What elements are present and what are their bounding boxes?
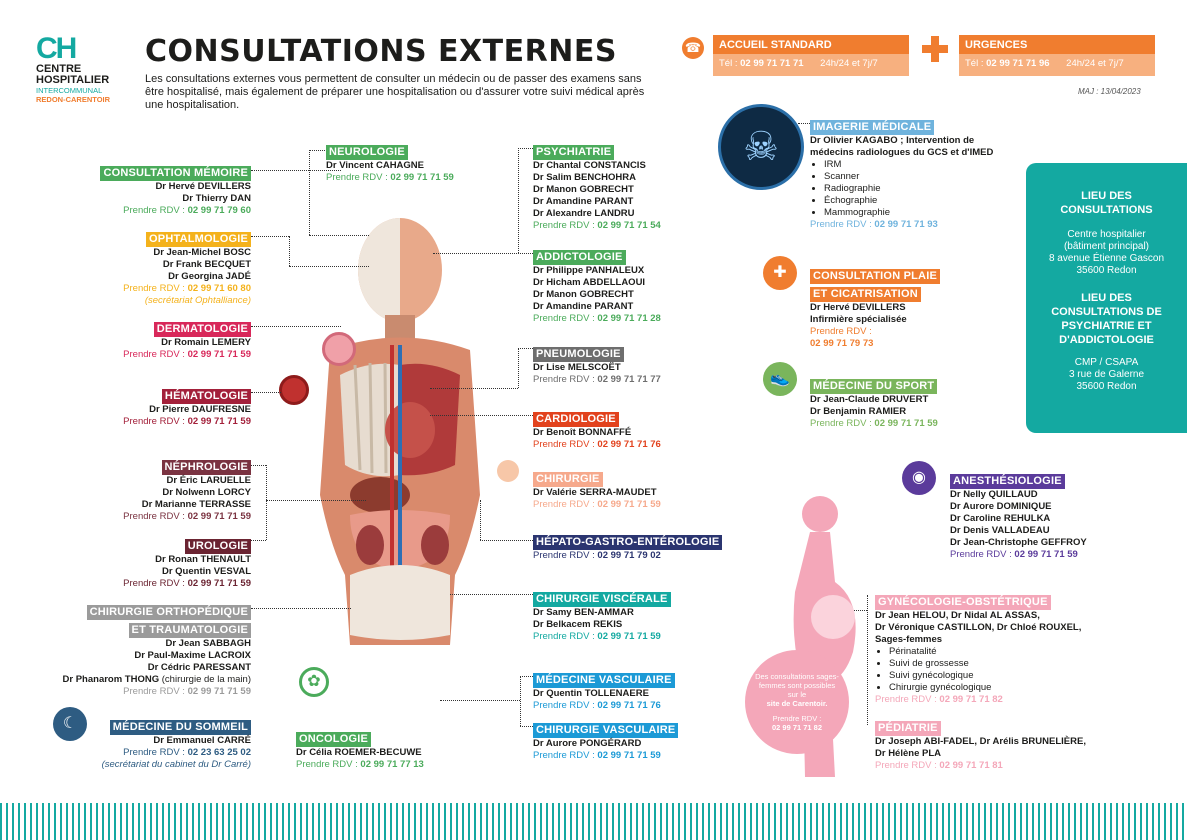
rdv-line (533, 631, 733, 643)
section-pedia (875, 718, 1115, 772)
doctor-name: Dr Alexandre LANDRU (533, 208, 635, 219)
section-hepato (533, 532, 743, 562)
section-uro (0, 536, 251, 590)
rdv-line (0, 747, 251, 759)
rdv-tel: 02 99 71 71 81 (939, 760, 1003, 771)
bandage-icon: ✚ (763, 256, 797, 290)
doctor-name: Dr Emmanuel CARRÉ (153, 735, 251, 746)
doctor-name: Dr Aurore PONGÉRARD (533, 738, 642, 749)
rdv-label: Prendre RDV : (810, 326, 872, 337)
accueil-tel-label: Tél : (719, 58, 738, 69)
doctor-name: Dr Belkacem REKIS (533, 619, 623, 630)
section-hemato (0, 386, 251, 428)
rdv-line (875, 694, 1105, 706)
rdv-label: Prendre RDV : (950, 549, 1012, 560)
ortho-title2: ET TRAUMATOLOGIE (129, 623, 251, 638)
rdv-tel: 02 23 63 25 02 (187, 747, 251, 758)
lieu-addr: 35600 Redon (1076, 265, 1137, 276)
section-dermato (0, 319, 251, 361)
rdv-label: Prendre RDV : (533, 439, 595, 450)
rdv-line (533, 220, 733, 232)
rdv-label: Prendre RDV : (533, 499, 595, 510)
section-gyneco (875, 592, 1105, 706)
rdv-line (0, 686, 251, 698)
rdv-line (533, 750, 733, 762)
rdv-tel: 02 99 71 77 13 (360, 759, 424, 770)
imagerie-list (810, 159, 1020, 219)
rdv-tel: 02 99 71 71 59 (187, 349, 251, 360)
onco-title: ONCOLOGIE (296, 732, 371, 747)
rdv-note: (secrétariat Ophtalliance) (144, 295, 251, 306)
doctor-name: Dr Éric LARUELLE (166, 475, 251, 486)
rdv-label: Prendre RDV : (875, 760, 937, 771)
anesth-title: ANESTHÉSIOLOGIE (950, 474, 1065, 489)
logo-line3: INTERCOMMUNAL (36, 86, 103, 95)
maj-date: MAJ : 13/04/2023 (1078, 87, 1141, 96)
rdv-tel: 02 99 71 60 80 (187, 283, 251, 294)
logo-line4: REDON-CARENTOIR (36, 95, 111, 104)
psy-title: PSYCHIATRIE (533, 145, 614, 160)
rdv-label: Prendre RDV : (296, 759, 358, 770)
lieu-addr: Centre hospitalier (1067, 229, 1146, 240)
list-item: • Échographie (824, 195, 1020, 207)
rdv-line (810, 338, 1010, 350)
section-chir (533, 469, 733, 511)
intro-text: Les consultations externes vous permettent de consulter un médecin ou de passer des examens sans être hospitalisé, mais également de préparer une hospitalisation ou d'assurer votre suivi médical après une hospitalisation. (145, 73, 645, 111)
accueil-tel: 02 99 71 71 71 (740, 58, 804, 69)
doctor-name: Dr Amandine PARANT (533, 301, 634, 312)
xray-icon: ☠ (718, 104, 804, 190)
gyneco-title: GYNÉCOLOGIE-OBSTÉTRIQUE (875, 595, 1051, 610)
list-item: • Périnatalité (889, 646, 1105, 658)
rdv-label: Prendre RDV : (533, 374, 595, 385)
rdv-label: Prendre RDV : (810, 418, 872, 429)
rdv-tel: 02 99 71 79 60 (187, 205, 251, 216)
rdv-line (533, 374, 733, 386)
doctor-name: Dr Romain LEMERY (161, 337, 251, 348)
sages-femmes-tel: 02 99 71 71 82 (771, 723, 823, 732)
rdv-tel: 02 99 71 71 59 (187, 511, 251, 522)
lieu-title2: LIEU DES CONSULTATIONS DE PSYCHIATRIE ET D'ADDICTOLOGIE (1051, 292, 1162, 346)
doctor-name: Dr Hervé DEVILLERS (155, 181, 251, 192)
rdv-tel: 02 99 71 71 59 (187, 578, 251, 589)
sages-femmes-text: Des consultations sages-femmes sont possibles sur le (755, 672, 839, 699)
doctor-name: Dr Chantal CONSTANCIS (533, 160, 646, 171)
chir-title: CHIRURGIE (533, 472, 603, 487)
rdv-label: Prendre RDV : (123, 578, 185, 589)
list-item: • Radiographie (824, 183, 1020, 195)
doctor-name: Dr Pierre DAUFRESNE (149, 404, 251, 415)
doctor-note: (chirurgie de la main) (161, 674, 251, 685)
doctor-name: Dr Jean HELOU, Dr Nidal AL ASSAS, (875, 610, 1040, 621)
rdv-label: Prendre RDV : (533, 550, 595, 561)
doctor-name: Dr Joseph ABI-FADEL, Dr Arélis BRUNELIÈRE, (875, 736, 1086, 747)
urgences-icon (922, 36, 948, 62)
surgery-hand-icon (497, 460, 519, 482)
section-ophtalmo (0, 229, 251, 307)
cardio-title: CARDIOLOGIE (533, 412, 619, 427)
rdv-tel: 02 99 71 71 77 (597, 374, 661, 385)
doctor-name: Dr Olivier KAGABO ; Intervention de médecins radiologues du GCS et d'IMED (810, 135, 994, 158)
rdv-line (810, 418, 1010, 430)
doctor-name: Dr Lise MELSCOËT (533, 362, 621, 373)
logo-mark: CH (36, 32, 76, 65)
rdv-line (533, 700, 733, 712)
section-cardio (533, 409, 733, 451)
rdv-tel: 02 99 71 71 82 (939, 694, 1003, 705)
sport-title: MÉDECINE DU SPORT (810, 379, 937, 394)
rdv-line (326, 172, 516, 184)
doctor-name: Dr Véronique CASTILLON, Dr Chloé ROUXEL, (875, 622, 1082, 633)
list-item: • IRM (824, 159, 1020, 171)
rdv-label: Prendre RDV : (123, 511, 185, 522)
memoire-title: CONSULTATION MÉMOIRE (100, 166, 251, 181)
doctor-name: Dr Nolwenn LORCY (162, 487, 251, 498)
doctor-name: Dr Paul-Maxime LACROIX (134, 650, 251, 661)
lieu-addr: 35600 Redon (1076, 381, 1137, 392)
rdv-label: Prendre RDV : (123, 416, 185, 427)
doctor-name: Dr Frank BECQUET (162, 259, 251, 270)
accueil-icon: ☎ (682, 37, 704, 59)
section-anesth (950, 471, 1170, 561)
doctor-name: Dr Caroline REHULKA (950, 513, 1051, 524)
brain-cell-icon (322, 332, 356, 366)
rdv-line (0, 283, 251, 295)
page-title: CONSULTATIONS EXTERNES (145, 34, 617, 69)
rdv-line (0, 511, 251, 523)
doctor-name: Dr Aurore DOMINIQUE (950, 501, 1052, 512)
doctor-name: Dr Vincent CAHAGNE (326, 160, 425, 171)
pneumo-title: PNEUMOLOGIE (533, 347, 624, 362)
list-item: • Scanner (824, 171, 1020, 183)
lieu-box (1026, 163, 1187, 433)
hepato-title: HÉPATO-GASTRO-ENTÉROLOGIE (533, 535, 722, 550)
chirvasc-title: CHIRURGIE VASCULAIRE (533, 723, 678, 738)
list-item: • Mammographie (824, 207, 1020, 219)
ophtalmo-title: OPHTALMOLOGIE (146, 232, 251, 247)
pedia-title: PÉDIATRIE (875, 721, 941, 736)
section-psy (533, 142, 733, 232)
rdv-label: Prendre RDV : (123, 686, 185, 697)
urgences-tel: 02 99 71 71 96 (986, 58, 1050, 69)
rdv-line (0, 205, 251, 217)
visc-title: CHIRURGIE VISCÉRALE (533, 592, 671, 607)
doctor-name: Dr Manon GOBRECHT (533, 184, 634, 195)
rdv-line (533, 499, 733, 511)
doctor-name: Dr Hervé DEVILLERS (810, 302, 906, 313)
rdv-label: Prendre RDV : (533, 750, 595, 761)
doctor-name: Dr Benjamin RAMIER (810, 406, 907, 417)
blood-cell-icon (279, 375, 309, 405)
rdv-note: (secrétariat du cabinet du Dr Carré) (101, 759, 251, 770)
rdv-label: Prendre RDV : (326, 172, 388, 183)
anatomy-illustration (300, 215, 500, 665)
urgences-tel-label: Tél : (965, 58, 984, 69)
doctor-name: Dr Jean SABBAGH (165, 638, 251, 649)
doctor-name: Infirmière spécialisée (810, 314, 907, 325)
section-memoire (0, 163, 251, 217)
accueil-tel-row (713, 54, 909, 76)
doctor-name: Dr Manon GOBRECHT (533, 289, 634, 300)
rdv-tel: 02 99 71 71 28 (597, 313, 661, 324)
doctor-name: Dr Hélène PLA (875, 748, 941, 759)
section-nephro (0, 457, 251, 523)
doctor-name: Dr Denis VALLADEAU (950, 525, 1050, 536)
medvasc-title: MÉDECINE VASCULAIRE (533, 673, 675, 688)
imagerie-title: IMAGERIE MÉDICALE (810, 120, 934, 135)
doctor-name: Dr Valérie SERRA-MAUDET (533, 487, 657, 498)
rdv-tel: 02 99 71 71 93 (874, 219, 938, 230)
hemato-title: HÉMATOLOGIE (162, 389, 251, 404)
urgences-title: URGENCES (959, 35, 1155, 54)
plaie-title2: ET CICATRISATION (810, 287, 921, 302)
logo-line2: HOSPITALIER (36, 74, 110, 86)
bottom-stripes (0, 803, 1187, 840)
rdv-label: Prendre RDV : (810, 219, 872, 230)
sommeil-title: MÉDECINE DU SOMMEIL (110, 720, 251, 735)
rdv-tel: 02 99 71 71 59 (874, 418, 938, 429)
section-neuro (326, 142, 516, 184)
doctor-name: Dr Jean-Michel BOSC (153, 247, 251, 258)
section-ortho (0, 602, 251, 698)
doctor-name: Dr Jean-Christophe GEFFROY (950, 537, 1087, 548)
section-medvasc (533, 670, 733, 712)
doctor-name: Dr Samy BEN-AMMAR (533, 607, 634, 618)
moon-icon: ☾ (53, 707, 87, 741)
rdv-line (950, 549, 1170, 561)
section-sommeil (0, 717, 251, 771)
rdv-tel: 02 99 71 79 73 (810, 338, 874, 349)
section-chirvasc (533, 720, 733, 762)
nephro-title: NÉPHROLOGIE (162, 460, 252, 475)
doctor-name: Dr Quentin TOLLENAERE (533, 688, 649, 699)
rdv-tel: 02 99 71 71 76 (597, 700, 661, 711)
doctor-name: Sages-femmes (875, 634, 943, 645)
rdv-line (296, 759, 496, 771)
lieu-addr: 8 avenue Étienne Gascon (1048, 253, 1165, 264)
logo (36, 34, 136, 104)
rdv-label: Prendre RDV : (533, 631, 595, 642)
lieu-title1: LIEU DES CONSULTATIONS (1060, 190, 1153, 216)
rdv-tel: 02 99 71 71 76 (597, 439, 661, 450)
doctor-name: Dr Quentin VESVAL (161, 566, 251, 577)
doctor-name: Dr Philippe PANHALEUX (533, 265, 645, 276)
rdv-tel: 02 99 71 79 02 (597, 550, 661, 561)
rdv-label: Prendre RDV : (875, 694, 937, 705)
doctor-name: Dr Phanarom THONG (62, 674, 160, 685)
accueil-box (713, 35, 909, 78)
doctor-line (0, 674, 251, 686)
doctor-name: Dr Hicham ABDELLAOUI (533, 277, 646, 288)
sport-shoe-icon: 👟 (763, 362, 797, 396)
logo-line1: CENTRE (36, 63, 82, 75)
rdv-tel: 02 99 71 71 59 (390, 172, 454, 183)
list-item: • Chirurgie gynécologique (889, 682, 1105, 694)
rdv-line (0, 349, 251, 361)
urgences-tel-row (959, 54, 1155, 76)
section-onco (296, 729, 496, 771)
rdv-label: Prendre RDV : (533, 220, 595, 231)
section-addicto (533, 247, 733, 325)
section-sport (810, 376, 1010, 430)
rdv-line (875, 760, 1115, 772)
rdv-tel: 02 99 71 71 59 (187, 686, 251, 697)
doctor-name: Dr Ronan THENAULT (155, 554, 251, 565)
rdv-line (533, 550, 743, 562)
rdv-tel: 02 99 71 71 54 (597, 220, 661, 231)
rdv-label: Prendre RDV : (533, 313, 595, 324)
accueil-title: ACCUEIL STANDARD (713, 35, 909, 54)
doctor-name: Dr Marianne TERRASSE (141, 499, 251, 510)
rdv-line (533, 313, 733, 325)
anesthesia-icon: ◉ (902, 461, 936, 495)
lieu-addr: CMP / CSAPA (1074, 357, 1139, 368)
uro-title: UROLOGIE (185, 539, 251, 554)
rdv-label: Prendre RDV : (123, 747, 185, 758)
doctor-name: Dr Amandine PARANT (533, 196, 634, 207)
rdv-tel: 02 99 71 71 59 (597, 499, 661, 510)
list-item: • Suivi de grossesse (889, 658, 1105, 670)
doctor-name: Dr Georgina JADÉ (168, 271, 251, 282)
sages-femmes-link[interactable]: site de Carentoir. (766, 699, 828, 708)
lieu-addr: (bâtiment principal) (1063, 241, 1150, 252)
addicto-title: ADDICTOLOGIE (533, 250, 626, 265)
doctor-name: Dr Benoît BONNAFFÉ (533, 427, 632, 438)
urgences-hours: 24h/24 et 7j/7 (1066, 58, 1124, 69)
rdv-line (0, 578, 251, 590)
doctor-name: Dr Cédric PARESSANT (147, 662, 251, 673)
rdv-tel: 02 99 71 71 59 (597, 750, 661, 761)
rdv-line (810, 219, 1020, 231)
doctor-name: Dr Jean-Claude DRUVERT (810, 394, 929, 405)
plaie-title1: CONSULTATION PLAIE (810, 269, 940, 284)
neuro-title: NEUROLOGIE (326, 145, 408, 160)
section-visc (533, 589, 733, 643)
ortho-title1: CHIRURGIE ORTHOPÉDIQUE (87, 605, 251, 620)
rdv-label: Prendre RDV : (533, 700, 595, 711)
rdv-line (533, 439, 733, 451)
doctor-name: Dr Thierry DAN (182, 193, 251, 204)
doctor-name: Dr Nelly QUILLAUD (950, 489, 1038, 500)
sages-femmes-bubble (745, 650, 849, 754)
accueil-hours: 24h/24 et 7j/7 (820, 58, 878, 69)
section-pneumo (533, 344, 733, 386)
rdv-label: Prendre RDV : (123, 349, 185, 360)
doctor-name: Dr Célia ROEMER-BECUWE (296, 747, 422, 758)
section-imagerie (810, 117, 1020, 231)
urgences-box (959, 35, 1155, 78)
rdv-tel: 02 99 71 71 59 (597, 631, 661, 642)
sages-femmes-rdv: Prendre RDV : (772, 714, 822, 723)
doctor-name: Dr Salim BENCHOHRA (533, 172, 636, 183)
rdv-line (0, 416, 251, 428)
dermato-title: DERMATOLOGIE (154, 322, 251, 337)
lieu-addr: 3 rue de Galerne (1068, 369, 1145, 380)
rdv-label: Prendre RDV : (123, 283, 185, 294)
list-item: • Suivi gynécologique (889, 670, 1105, 682)
rdv-tel: 02 99 71 71 59 (187, 416, 251, 427)
oncology-icon: ✿ (299, 667, 329, 697)
section-plaie (810, 266, 1010, 350)
gyneco-list (875, 646, 1105, 694)
rdv-label: Prendre RDV : (123, 205, 185, 216)
rdv-tel: 02 99 71 71 59 (1014, 549, 1078, 560)
